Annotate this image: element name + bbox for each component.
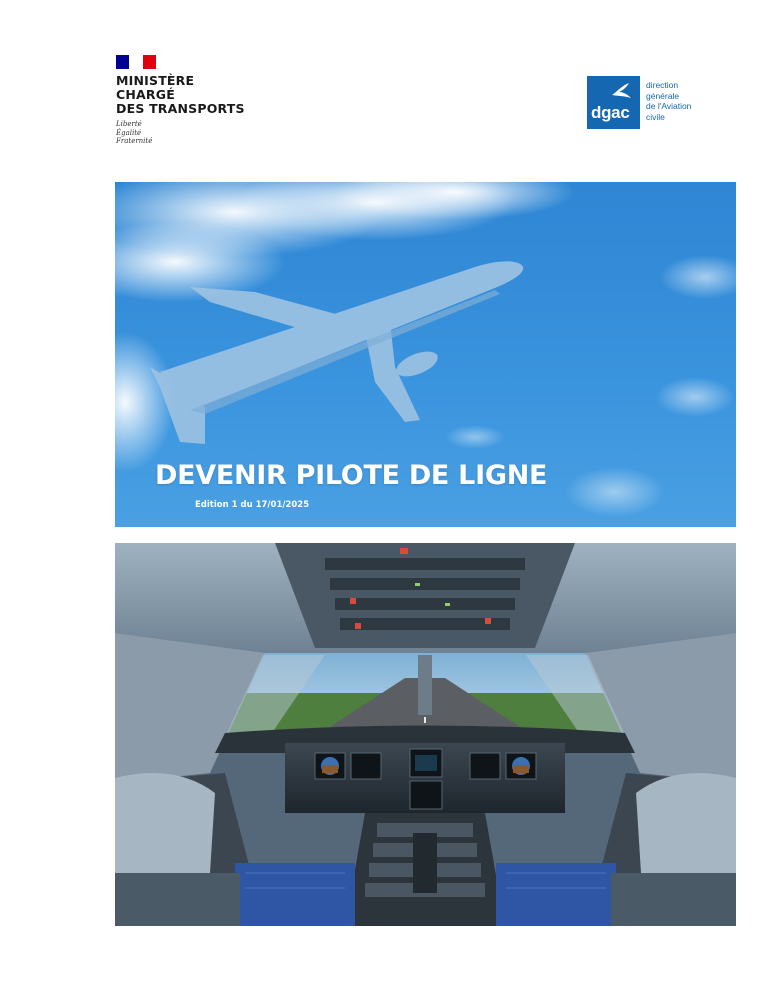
motto-line: Fraternité [116, 137, 153, 145]
cockpit-image [115, 543, 736, 926]
dgac-acronym: dgac [591, 103, 630, 122]
ministry-logo [116, 55, 286, 155]
dgac-description-line: générale [646, 90, 680, 101]
dgac-description-line: direction [646, 80, 679, 90]
hero-image [115, 182, 736, 527]
republic-motto [116, 120, 152, 146]
edition-label: Edition 1 du 17/01/2025 [195, 500, 310, 510]
dgac-description [646, 80, 691, 122]
motto-line: Liberté [116, 120, 142, 128]
cockpit-illustration [115, 543, 736, 926]
dgac-logo [587, 76, 717, 132]
ministry-line: DES TRANSPORTS [116, 101, 245, 116]
dgac-logo-box [587, 76, 640, 129]
motto-line: Égalité [116, 128, 142, 137]
dgac-description-line: de l'Aviation [646, 101, 692, 111]
french-flag-icon [116, 55, 156, 69]
ministry-line: MINISTÈRE [116, 73, 195, 88]
bird-icon [609, 80, 635, 102]
cover-title: DEVENIR PILOTE DE LIGNE [155, 460, 548, 491]
dgac-description-line: civile [646, 111, 665, 122]
ministry-line: CHARGÉ [116, 87, 175, 102]
ministry-name [116, 74, 245, 116]
